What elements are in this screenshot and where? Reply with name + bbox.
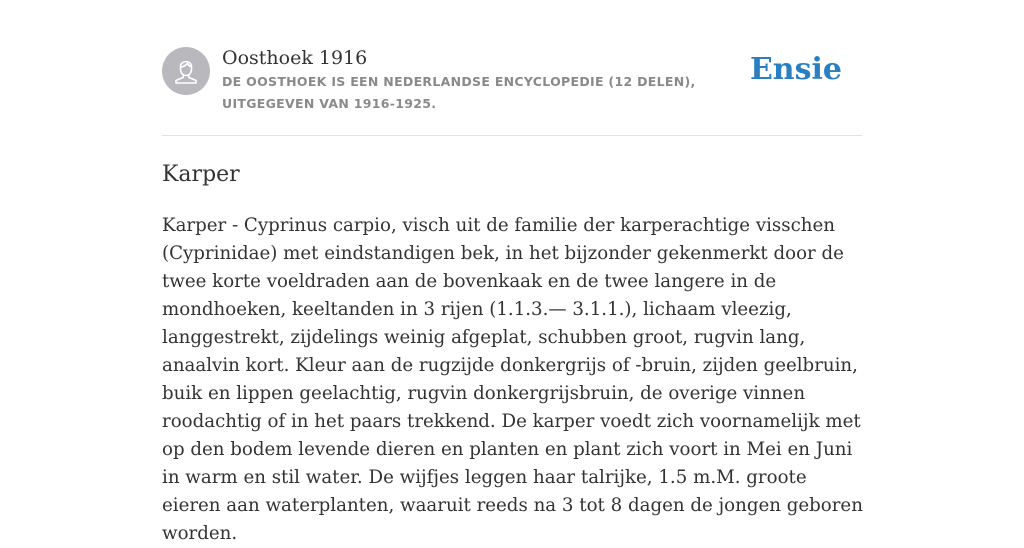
source-header — [162, 44, 862, 136]
source-title[interactable]: Oosthoek 1916 — [222, 47, 368, 69]
entry-body: Karper - Cyprinus carpio, visch uit de familie der karperachtige visschen (Cyprinidae) met eindstandigen bek, in het bijzonder gekenmerkt door de twee korte voeldraden aan de bovenkaak en de twee langere in de mondhoeken, keeltanden in 3 rijen (1.1.3.— 3.1.1.), lichaam vleezig, langgestrekt, zijdelings weinig afgeplat, schubben groot, rugvin lang, anaalvin kort. Kleur aan de rugzijde donkergrijs of -bruin, zijden geelbruin, buik en lippen geelachtig, rugvin donkergrijsbruin, de overige vinnen roodachtig of in het paars trekkend. De karper voedt zich voornamelijk met op den bodem levende dieren en planten en plant zich voort in Mei en Juni in warm en stil water. De wijfjes leggen haar talrijke, 1.5 m.M. groote eieren aan waterplanten, waaruit reeds na 3 tot 8 dagen de jongen geboren worden. — [162, 215, 863, 544]
entry-title: Karper — [162, 162, 240, 187]
source-description: DE OOSTHOEK IS EEN NEDERLANDSE ENCYCLOPEDIE (12 DELEN), UITGEGEVEN VAN 1916-1925. — [222, 74, 696, 111]
source-avatar[interactable] — [162, 47, 210, 95]
user-silhouette-icon — [162, 47, 210, 95]
ensie-logo[interactable]: Ensie — [749, 52, 842, 87]
